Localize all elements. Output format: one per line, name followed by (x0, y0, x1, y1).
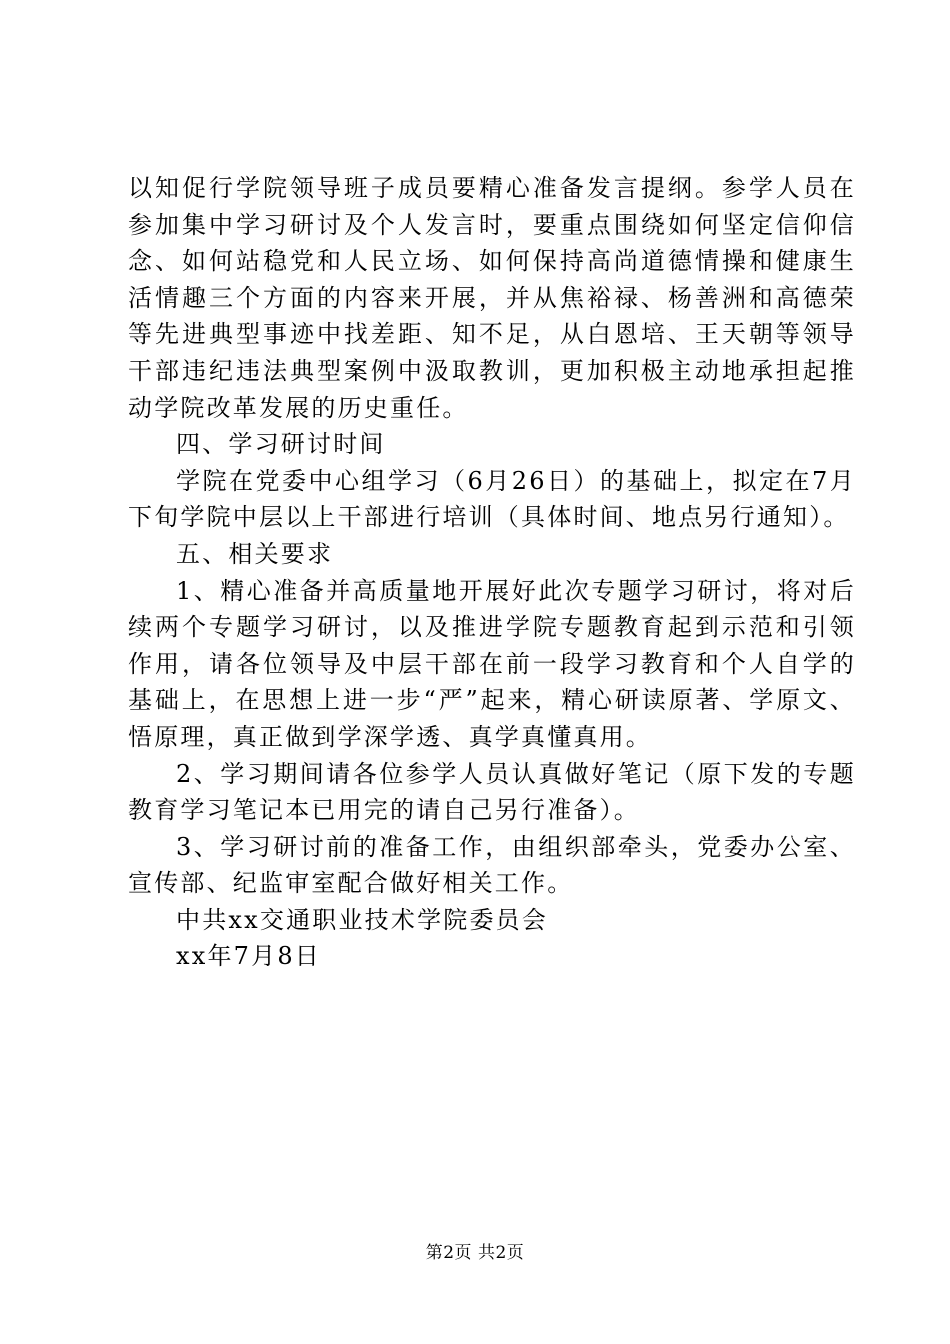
document-body (128, 170, 856, 975)
signature-date: xx年7月8日 (176, 942, 322, 971)
requirement-item-3: 3、学习研讨前的准备工作，由组织部牵头，党委办公室、宣传部、纪监审室配合做好相关工作。 (128, 832, 856, 898)
body-paragraph-schedule: 学院在党委中心组学习（6月26日）的基础上，拟定在7月下旬学院中层以上干部进行培训（具体时间、地点另行通知）。 (128, 466, 856, 532)
page-number-footer: 第2页 共2页 (425, 1243, 525, 1263)
requirement-item-2: 2、学习期间请各位参学人员认真做好笔记（原下发的专题教育学习笔记本已用完的请自己另行准备）。 (128, 759, 856, 825)
section-heading-requirements: 五、相关要求 (176, 539, 334, 568)
signature-organization: 中共xx交通职业技术学院委员会 (176, 905, 549, 934)
section-heading-study-time: 四、学习研讨时间 (176, 430, 386, 459)
body-paragraph-continuation: 以知促行学院领导班子成员要精心准备发言提纲。参学人员在参加集中学习研讨及个人发言时，要重点围绕如何坚定信仰信念、如何站稳党和人民立场、如何保持高尚道德情操和健康生活情趣三个方面的内容来开展，并从焦裕禄、杨善洲和高德荣等先进典型事迹中找差距、知不足，从白恩培、王天朝等领导干部违纪违法典型案例中汲取教训，更加积极主动地承担起推动学院改革发展的历史重任。 (128, 174, 856, 422)
requirement-item-1: 1、精心准备并高质量地开展好此次专题学习研讨，将对后续两个专题学习研讨，以及推进学院专题教育起到示范和引领作用，请各位领导及中层干部在前一段学习教育和个人自学的基础上，在思想上进一步“严”起来，精心研读原著、学原文、悟原理，真正做到学深学透、真学真懂真用。 (128, 576, 856, 751)
